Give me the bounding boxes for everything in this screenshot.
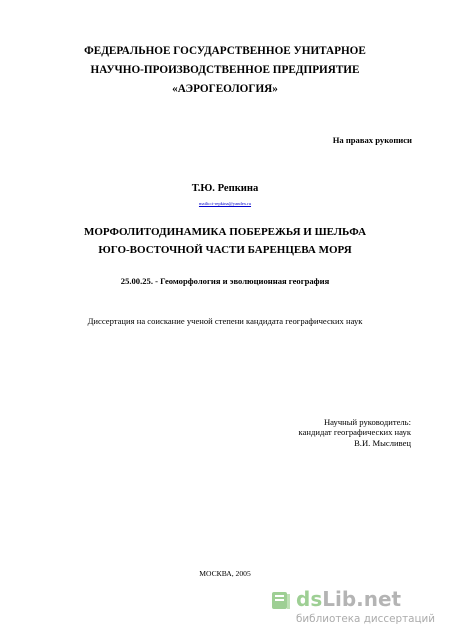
specialty-code: 25.00.25. - Геоморфология и эволюционная география — [120, 276, 330, 286]
supervisor-block — [299, 417, 411, 448]
dissertation-title — [0, 223, 450, 259]
organization-line-2: НАУЧНО-ПРОИЗВОДСТВЕННОЕ ПРЕДПРИЯТИЕ — [90, 64, 360, 76]
city-year: МОСКВА, 2005 — [199, 569, 251, 578]
organization-line-1: ФЕДЕРАЛЬНОЕ ГОСУДАРСТВЕННОЕ УНИТАРНОЕ — [84, 45, 366, 57]
author-email-link[interactable]: mailto:t-repkina@yandex.ru — [198, 201, 252, 206]
dslib-watermark — [270, 587, 440, 631]
watermark-subtitle: библиотека диссертаций — [296, 613, 436, 625]
author-name: Т.Ю. Репкина — [191, 183, 259, 194]
dissertation-note: Диссертация на соискание ученой степени кандидата географических наук — [87, 316, 363, 326]
supervisor-line-2: кандидат географических наук — [298, 427, 411, 438]
rights-note: На правах рукописи — [332, 135, 412, 145]
organization-line-3: «АЭРОГЕОЛОГИЯ» — [172, 83, 278, 95]
watermark-brand-lib: Lib.net — [322, 587, 402, 611]
watermark-brand-ds: ds — [296, 587, 323, 611]
author-email — [0, 201, 450, 206]
supervisor-line-3: В.И. Мысливец — [354, 437, 411, 448]
watermark-logo-row — [270, 587, 440, 613]
book-icon — [270, 589, 292, 611]
watermark-brand — [296, 587, 401, 611]
supervisor-line-1: Научный руководитель: — [323, 417, 411, 427]
title-line-1: МОРФОЛИТОДИНАМИКА ПОБЕРЕЖЬЯ И ШЕЛЬФА — [83, 226, 367, 238]
title-line-2: ЮГО-ВОСТОЧНОЙ ЧАСТИ БАРЕНЦЕВА МОРЯ — [98, 244, 352, 256]
organization-header — [0, 42, 450, 99]
